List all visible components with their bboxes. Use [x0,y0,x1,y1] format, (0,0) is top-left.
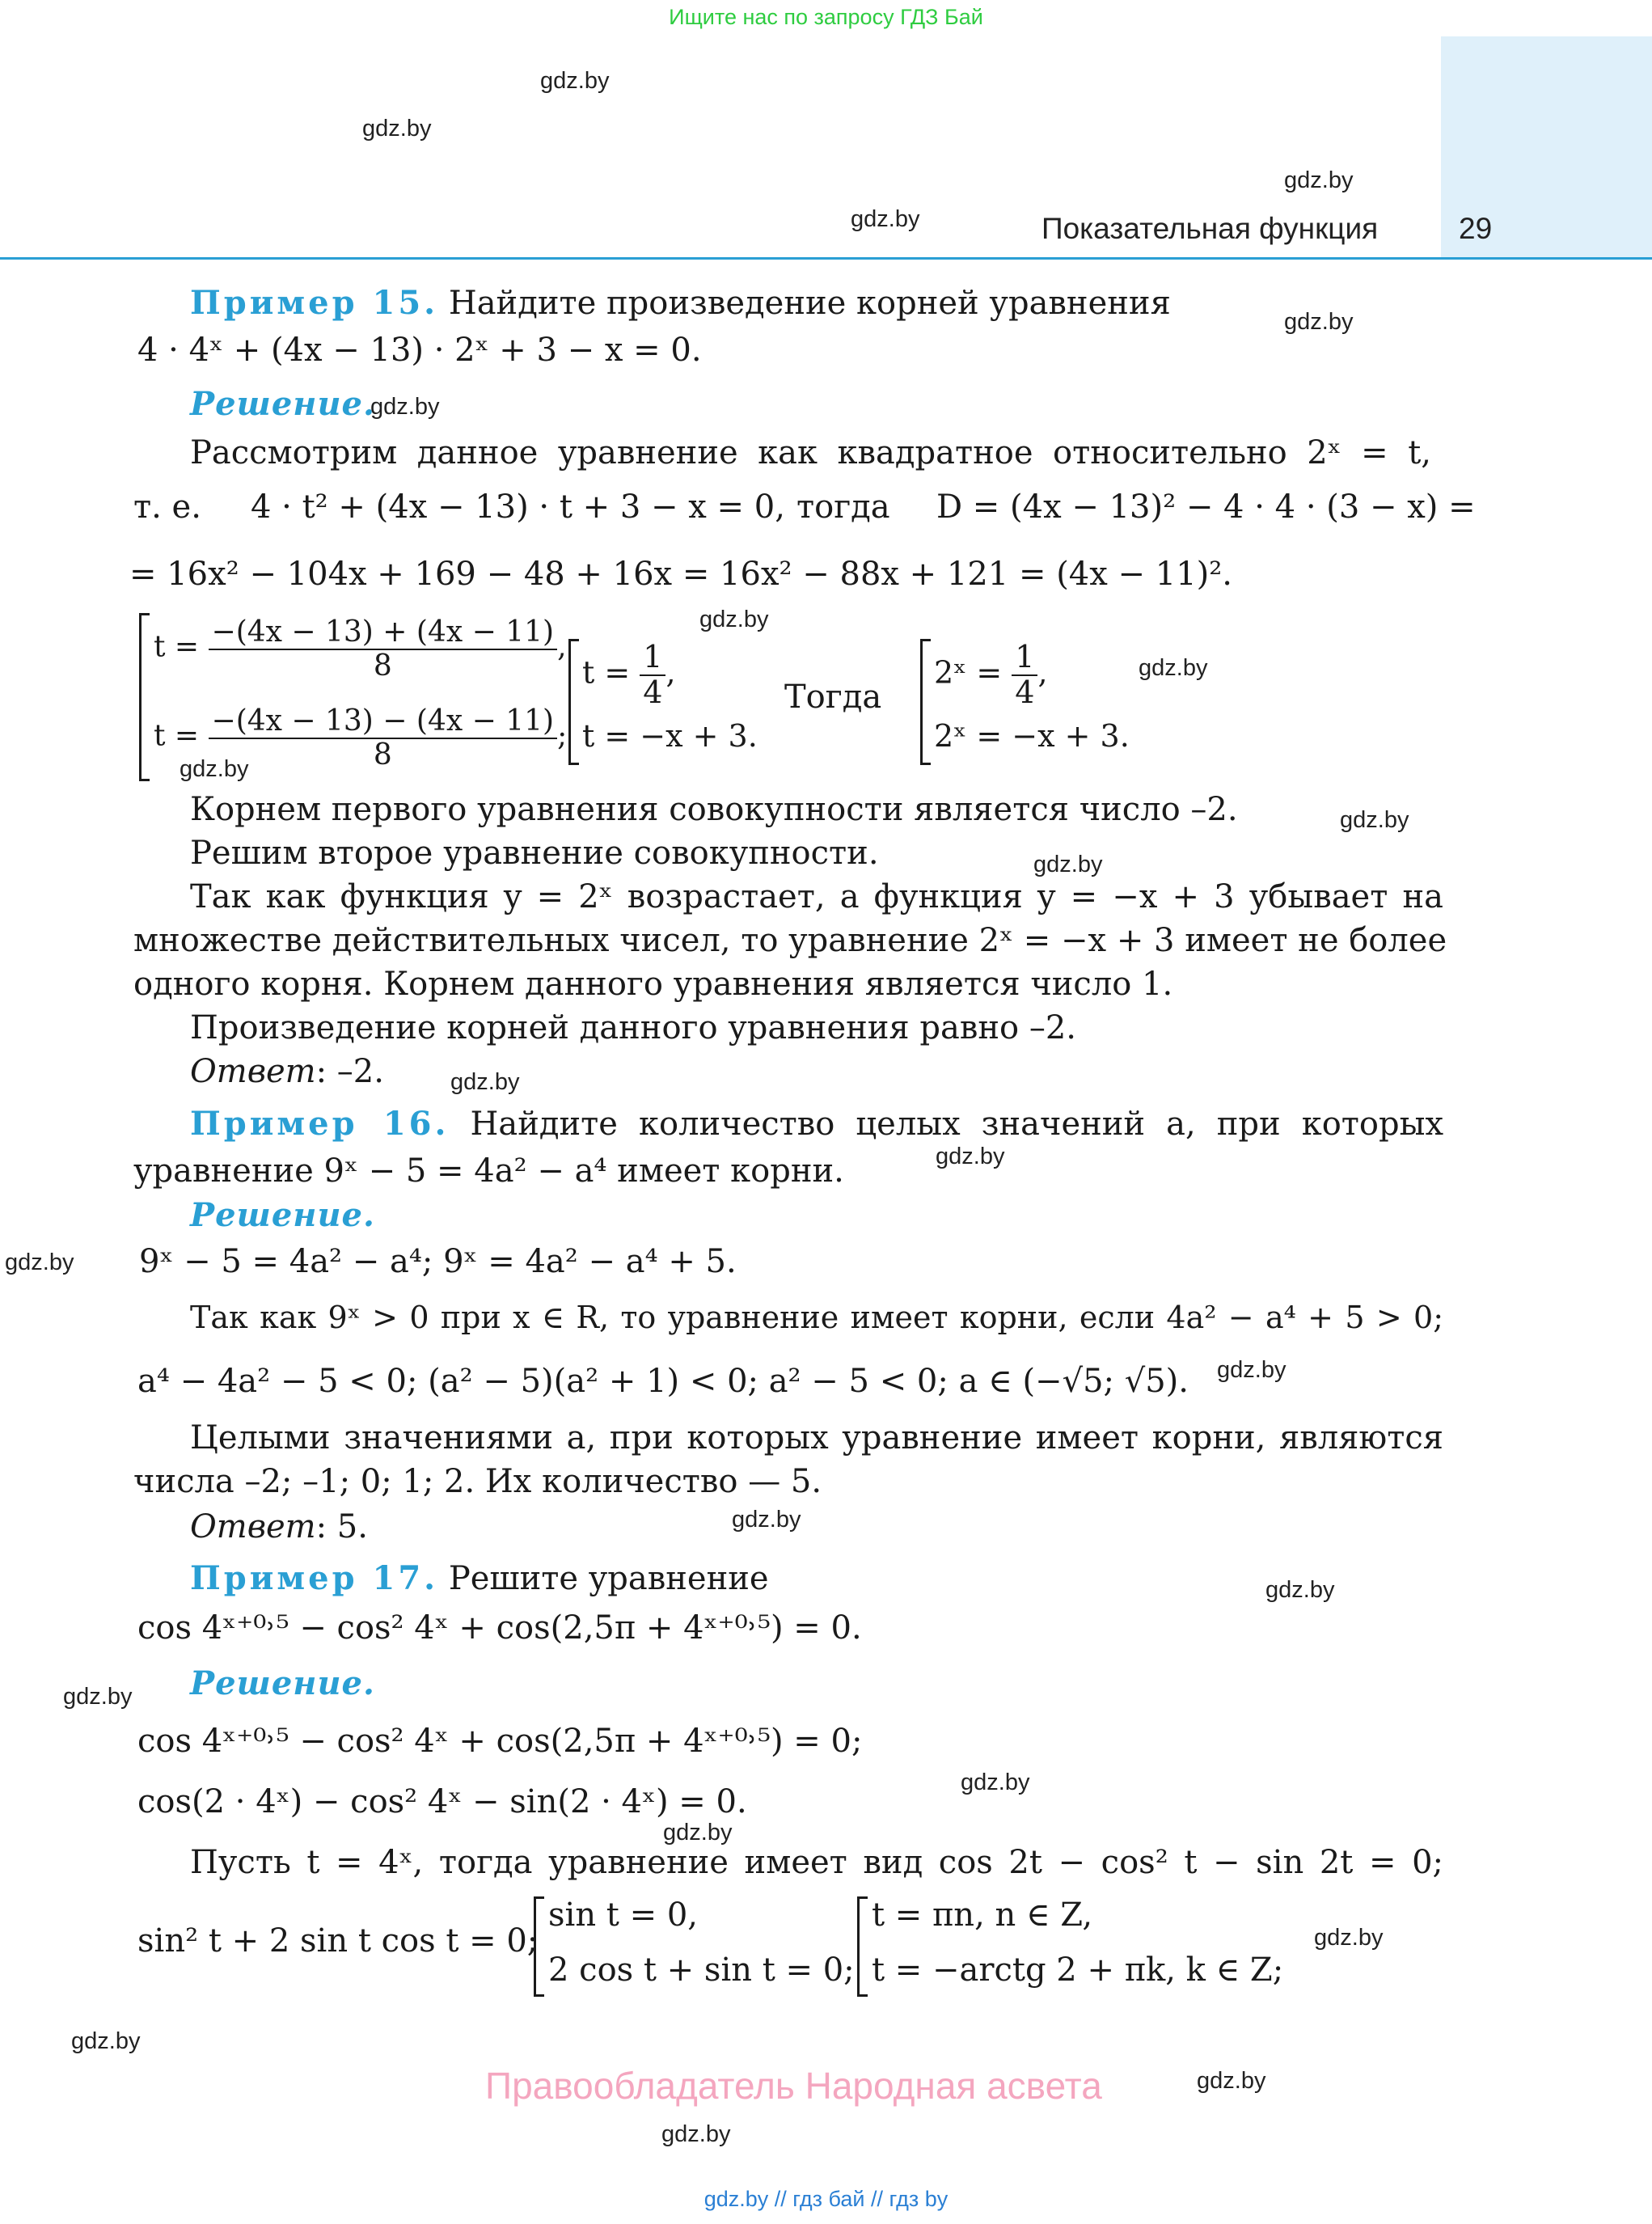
paragraph: Произведение корней данного уравнения равно –2. [190,1009,1076,1046]
system-row: t = $\frac{-(4x - 13) - (4x - 11)}{8}$ ; [154,704,568,772]
paragraph: Пусть t = 4ˣ, тогда уравнение имеет вид cos 2t − cos² t − sin 2t = 0; [190,1844,1443,1881]
line: тогда [796,488,890,526]
solution-label: Решение. [190,1664,375,1702]
system-row: t = −x + 3. [582,718,758,754]
equation: cos(2 · 4ˣ) − cos² 4ˣ − sin(2 · 4ˣ) = 0. [137,1783,747,1820]
paragraph: множестве действительных чисел, то уравнение 2ˣ = −x + 3 имеет не более [133,922,1447,959]
bracket [534,1896,544,1997]
watermark: gdz.by [1265,1577,1335,1603]
system-row: t = $\frac{-(4x - 13) + (4x - 11)}{8}$ , [154,615,567,683]
example-17-heading: Пример 17. Решите уравнение [190,1559,769,1597]
watermark: gdz.by [370,394,440,420]
watermark: gdz.by [732,1507,801,1533]
system-row: 2 cos t + sin t = 0; [548,1951,855,1989]
watermark: gdz.by [180,756,249,782]
equation: 4 · t² + (4x − 13) · t + 3 − x = 0, [251,488,785,526]
paragraph: Решим второе уравнение совокупности. [190,835,879,872]
solution-label: Решение. [190,1196,375,1234]
watermark: gdz.by [661,2121,731,2147]
equation: cos 4ˣ⁺⁰˒⁵ − cos² 4ˣ + cos(2,5π + 4ˣ⁺⁰˒⁵) = 0; [137,1723,863,1760]
watermark: gdz.by [5,1249,74,1275]
top-banner: Ищите нас по запросу ГДЗ Бай [669,5,983,29]
example-task: Найдите произведение корней уравнения [448,285,1171,322]
paragraph: Так как 9ˣ > 0 при x ∈ R, то уравнение имеет корни, если 4a² − a⁴ + 5 > 0; [190,1300,1443,1335]
system-row: t = −arctg 2 + πk, k ∈ Z; [872,1951,1284,1989]
equation: 4 · 4ˣ + (4x − 13) · 2ˣ + 3 − x = 0. [137,332,702,369]
line: Тогда [784,679,882,716]
system-row: sin t = 0, [548,1896,698,1934]
paragraph: Рассмотрим данное уравнение как квадратное относительно 2ˣ = t, [190,434,1431,471]
watermark: gdz.by [1284,167,1354,193]
solution-label: Решение. [190,385,375,423]
watermark: gdz.by [71,2028,141,2054]
equation: 9ˣ − 5 = 4a² − a⁴; 9ˣ = 4a² − a⁴ + 5. [139,1243,737,1280]
answer: Ответ: 5. [190,1508,368,1545]
watermark: gdz.by [936,1144,1005,1169]
example-15-heading [190,284,1171,322]
watermark: gdz.by [1284,309,1354,335]
equation: a⁴ − 4a² − 5 < 0; (a² − 5)(a² + 1) < 0; a² − 5 < 0; a ∈ (−√5; √5). [137,1363,1189,1400]
equation: = 16x² − 104x + 169 − 48 + 16x = 16x² − 88x + 121 = (4x − 11)². [129,556,1233,593]
page-number: 29 [1459,212,1493,245]
paragraph: Целыми значениями a, при которых уравнение имеет корни, являются [190,1419,1443,1457]
footer-links[interactable]: gdz.by // гдз бай // гдз by [703,2187,949,2211]
paragraph: Корнем первого уравнения совокупности является число –2. [190,791,1238,828]
bracket [920,639,931,765]
watermark: gdz.by [1033,852,1103,877]
paragraph: числа –2; –1; 0; 1; 2. Их количество — 5. [133,1463,822,1500]
equation: cos 4ˣ⁺⁰˒⁵ − cos² 4ˣ + cos(2,5π + 4ˣ⁺⁰˒⁵) = 0. [137,1609,862,1647]
bracket [568,639,579,765]
watermark: gdz.by [1314,1925,1384,1951]
equation: D = (4x − 13)² − 4 · 4 · (3 − x) = [936,488,1476,526]
paragraph: уравнение 9ˣ − 5 = 4a² − a⁴ имеет корни. [133,1152,844,1190]
equation: sin² t + 2 sin t cos t = 0; [137,1922,539,1960]
paragraph: одного корня. Корнем данного уравнения является число 1. [133,966,1173,1003]
bracket [139,613,150,781]
example-label: Пример 15. [190,284,439,322]
paragraph: Так как функция y = 2ˣ возрастает, а функция y = −x + 3 убывает на [190,878,1443,915]
watermark: gdz.by [362,116,432,142]
watermark: gdz.by [1197,2068,1266,2094]
system-row: 2ˣ = $\frac{1}{4}$ , [934,639,1048,710]
watermark: gdz.by [663,1820,733,1846]
watermark: gdz.by [1340,807,1409,833]
system-row: t = πn, n ∈ Z, [872,1896,1093,1934]
watermark: gdz.by [1139,655,1208,681]
answer: Ответ: –2. [190,1053,384,1090]
system-row: t = $\frac{1}{4}$ , [582,639,676,710]
watermark: gdz.by [450,1069,520,1095]
watermark: gdz.by [699,607,769,632]
example-16-heading: Пример 16. Найдите количество целых значений a, при которых [190,1105,1443,1143]
header-rule [0,257,1652,260]
section-title: Показательная функция [1041,212,1379,245]
system-row: 2ˣ = −x + 3. [934,718,1130,754]
bracket [857,1896,868,1997]
watermark: gdz.by [851,206,920,232]
watermark: gdz.by [1217,1357,1287,1383]
copyright-notice: Правообладатель Народная асвета [485,2065,1102,2107]
watermark: gdz.by [540,68,610,94]
line: т. е. [133,488,201,526]
watermark: gdz.by [63,1684,133,1710]
watermark: gdz.by [961,1769,1030,1795]
